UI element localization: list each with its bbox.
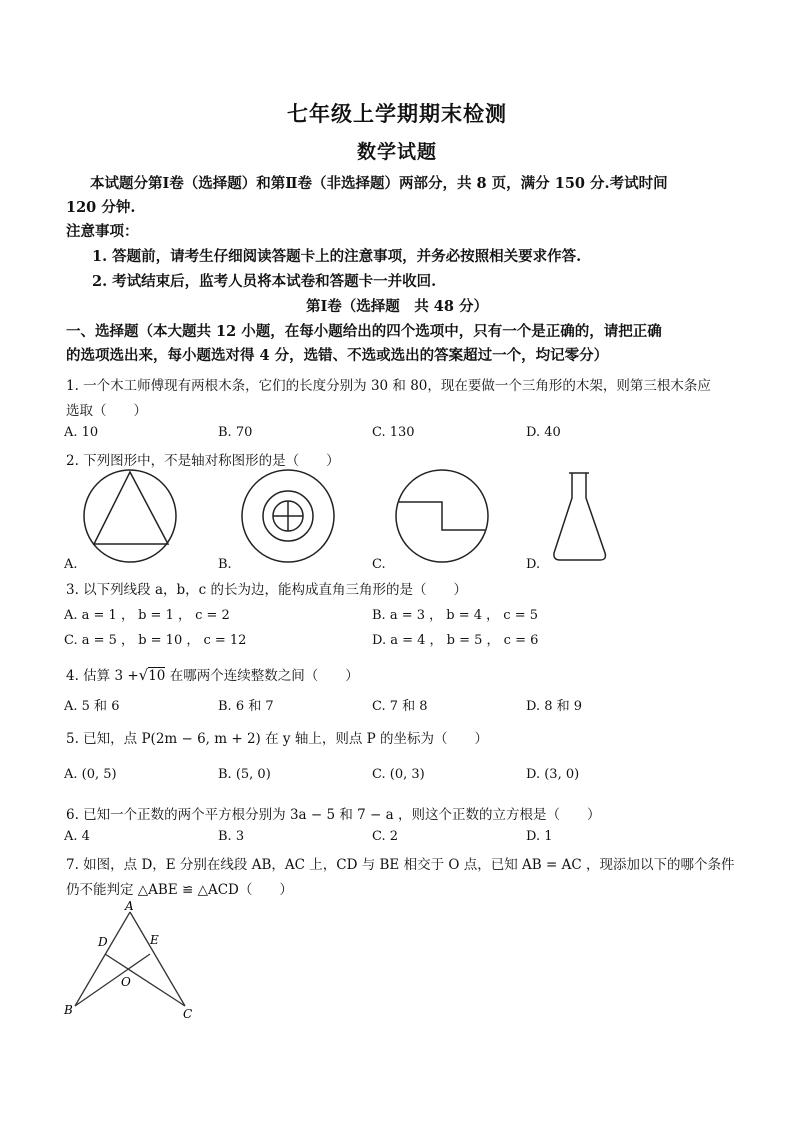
q5-option-d[interactable]: D. (3, 0) — [526, 767, 580, 782]
q3-option-a[interactable]: A. a = 1 ， b = 1 ， c = 2 — [64, 608, 230, 623]
q1-option-a[interactable]: A. 10 — [64, 425, 99, 440]
q1-stem-line-1: 1. 一个木工师傅现有两根木条，它们的长度分别为 30 和 80，现在要做一个三角形的木架，则第三根木条应 — [66, 378, 711, 394]
exam-subtitle: 数学试题 — [356, 141, 437, 163]
q6-stem: 6. 已知一个正数的两个平方根分别为 3a − 5 和 7 − a ，则这个正数的立方根是（ ） — [66, 807, 601, 823]
q1-option-c[interactable]: C. 130 — [372, 425, 415, 440]
q2-stem: 2. 下列图形中，不是轴对称图形的是（ ） — [66, 453, 340, 469]
q2-option-b[interactable]: B. — [218, 557, 232, 572]
q4-stem-suffix: 在哪两个连续整数之间（ ） — [165, 668, 359, 684]
q4-option-b[interactable]: B. 6 和 7 — [218, 699, 274, 714]
q4-option-d[interactable]: D. 8 和 9 — [526, 699, 583, 714]
q1-option-d[interactable]: D. 40 — [526, 425, 561, 440]
q3-stem: 3. 以下列线段 a，b，c 的长为边，能构成直角三角形的是（ ） — [66, 582, 468, 598]
q5-stem: 5. 已知，点 P(2m − 6, m + 2) 在 y 轴上，则点 P 的坐标为（ ） — [66, 731, 488, 747]
q7-triangle-figure — [60, 898, 220, 1028]
part1-heading: 第Ⅰ卷（选择题 共 48 分） — [305, 298, 489, 315]
notes-heading: 注意事项： — [66, 223, 139, 240]
section-heading-line-2: 的选项选出来，每小题选对得 4 分，选错、不选或选出的答案超过一个，均记零分） — [66, 347, 609, 364]
q6-option-c[interactable]: C. 2 — [372, 829, 399, 844]
q6-option-b[interactable]: B. 3 — [218, 829, 245, 844]
q4-radicand: 10 — [148, 668, 166, 684]
q3-option-b[interactable]: B. a = 3 ， b = 4 ， c = 5 — [372, 608, 538, 623]
q2-figure-c — [392, 468, 502, 568]
q5-option-a[interactable]: A. (0, 5) — [64, 767, 117, 782]
sqrt-sign-icon: √ — [138, 666, 149, 684]
q7-stem-line-1: 7. 如图，点 D，E 分别在线段 AB，AC 上，CD 与 BE 相交于 O 点，已知 AB = AC ，现添加以下的哪个条件 — [66, 857, 735, 873]
q2-option-a[interactable]: A. — [64, 557, 78, 572]
q3-option-d[interactable]: D. a = 4 ， b = 5 ， c = 6 — [372, 633, 539, 648]
q2-figure-a — [80, 468, 190, 568]
q5-option-c[interactable]: C. (0, 3) — [372, 767, 425, 782]
q4-option-a[interactable]: A. 5 和 6 — [64, 699, 120, 714]
q2-figure-d — [548, 468, 638, 568]
section-heading-line-1: 一、选择题（本大题共 12 小题，在每小题给出的四个选项中，只有一个是正确的，请把正确 — [66, 323, 662, 340]
figure-label-a: A — [125, 899, 134, 913]
q4-option-c[interactable]: C. 7 和 8 — [372, 699, 428, 714]
q6-option-d[interactable]: D. 1 — [526, 829, 553, 844]
q6-option-a[interactable]: A. 4 — [64, 829, 90, 844]
figure-label-e: E — [150, 933, 159, 947]
figure-label-c: C — [183, 1007, 193, 1021]
intro-line-2: 120 分钟. — [66, 199, 136, 216]
q1-option-b[interactable]: B. 70 — [218, 425, 253, 440]
q4-stem — [66, 664, 359, 684]
q2-option-c[interactable]: C. — [372, 557, 386, 572]
q2-figure-b — [238, 468, 348, 568]
exam-title: 七年级上学期期末检测 — [287, 101, 507, 126]
q7-stem-line-2: 仍不能判定 △ABE ≌ △ACD（ ） — [66, 882, 293, 898]
figure-label-o: O — [121, 975, 131, 989]
q5-option-b[interactable]: B. (5, 0) — [218, 767, 271, 782]
figure-label-d: D — [98, 935, 108, 949]
notes-item-2: 2. 考试结束后，监考人员将本试卷和答题卡一并收回. — [92, 273, 437, 290]
q1-stem-line-2: 选取（ ） — [66, 403, 147, 419]
q4-stem-prefix: 4. 估算 3 + — [66, 668, 139, 684]
figure-label-b: B — [64, 1003, 73, 1017]
q2-option-d[interactable]: D. — [526, 557, 541, 572]
intro-line-1: 本试题分第Ⅰ卷（选择题）和第Ⅱ卷（非选择题）两部分，共 8 页，满分 150 分.考试时间 — [90, 175, 668, 192]
notes-item-1: 1. 答题前，请考生仔细阅读答题卡上的注意事项，并务必按照相关要求作答. — [92, 248, 582, 265]
q3-option-c[interactable]: C. a = 5 ， b = 10 ， c = 12 — [64, 633, 247, 648]
